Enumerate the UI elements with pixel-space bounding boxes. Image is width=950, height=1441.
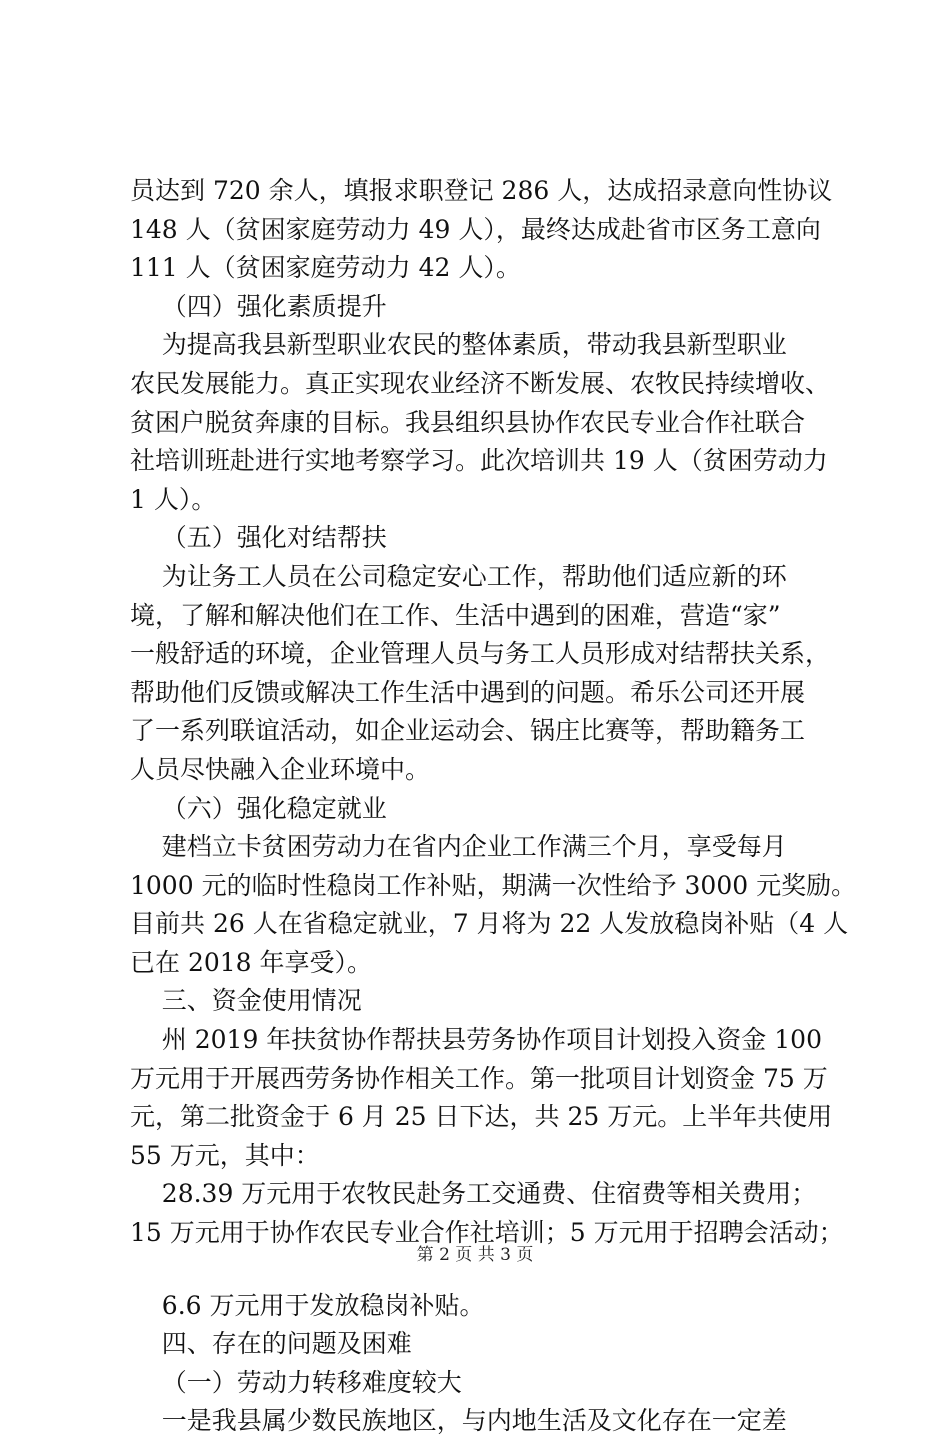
text-line: 6.6 万元用于发放稳岗补贴。 <box>130 1290 485 1320</box>
text-line: 1 人）。 <box>130 484 217 514</box>
text-line: 农民发展能力。真正实现农业经济不断发展、农牧民持续增收、 <box>130 368 831 398</box>
text-line: 州 2019 年扶贫协作帮扶县劳务协作项目计划投入资金 100 <box>130 1025 822 1055</box>
section-heading: （一）劳动力转移难度较大 <box>130 1367 462 1397</box>
section-heading: 四、存在的问题及困难 <box>130 1329 412 1359</box>
text-line: 一是我县属少数民族地区，与内地生活及文化存在一定差 <box>130 1406 787 1436</box>
page-footer <box>0 1244 950 1266</box>
text-line: 已在 2018 年享受）。 <box>130 947 373 977</box>
text-line: 55 万元，其中： <box>130 1140 320 1170</box>
text-line: 111 人（贫困家庭劳动力 42 人）。 <box>130 253 521 283</box>
text-line: 为提高我县新型职业农民的整体素质，带动我县新型职业 <box>130 330 787 360</box>
text-line: 15 万元用于协作农民专业合作社培训；5 万元用于招聘会活动； <box>130 1218 844 1248</box>
text-line: 帮助他们反馈或解决工作生活中遇到的问题。希乐公司还开展 <box>130 677 806 707</box>
text-line: 一般舒适的环境，企业管理人员与务工人员形成对结帮扶关系， <box>130 639 831 669</box>
section-heading: （四）强化素质提升 <box>130 291 387 321</box>
text-line: 目前共 26 人在省稳定就业，7 月将为 22 人发放稳岗补贴（4 人 <box>130 909 849 939</box>
text-line: 为让务工人员在公司稳定安心工作，帮助他们适应新的环 <box>130 561 787 591</box>
page-number-label: 第 2 页 共 3 页 <box>416 1245 534 1265</box>
text-line: 贫困户脱贫奔康的目标。我县组织县协作农民专业合作社联合 <box>130 407 806 437</box>
text-line: 社培训班赴进行实地考察学习。此次培训共 19 人（贫困劳动力 <box>130 446 828 476</box>
section-heading: （五）强化对结帮扶 <box>130 523 387 553</box>
section-heading: 三、资金使用情况 <box>130 986 362 1016</box>
text-line: 建档立卡贫困劳动力在省内企业工作满三个月，享受每月 <box>130 832 787 862</box>
text-line: 1000 元的临时性稳岗工作补贴，期满一次性给予 3000 元奖励。 <box>130 870 857 900</box>
text-line: 万元用于开展西劳务协作相关工作。第一批项目计划资金 75 万 <box>130 1063 828 1093</box>
section-heading: （六）强化稳定就业 <box>130 793 387 823</box>
text-line: 148 人（贫困家庭劳动力 49 人），最终达成赴省市区务工意向 <box>130 214 821 244</box>
text-line: 元，第二批资金于 6 月 25 日下达，共 25 万元。上半年共使用 <box>130 1102 833 1132</box>
text-line: 28.39 万元用于农牧民赴务工交通费、住宿费等相关费用； <box>130 1179 817 1209</box>
text-line: 境，了解和解决他们在工作、生活中遇到的困难，营造“家” <box>130 600 781 630</box>
text-line: 人员尽快融入企业环境中。 <box>130 754 431 784</box>
text-line: 了一系列联谊活动，如企业运动会、锅庄比赛等，帮助籍务工 <box>130 716 806 746</box>
text-line: 员达到 720 余人，填报求职登记 286 人，达成招录意向性协议 <box>130 176 833 205</box>
